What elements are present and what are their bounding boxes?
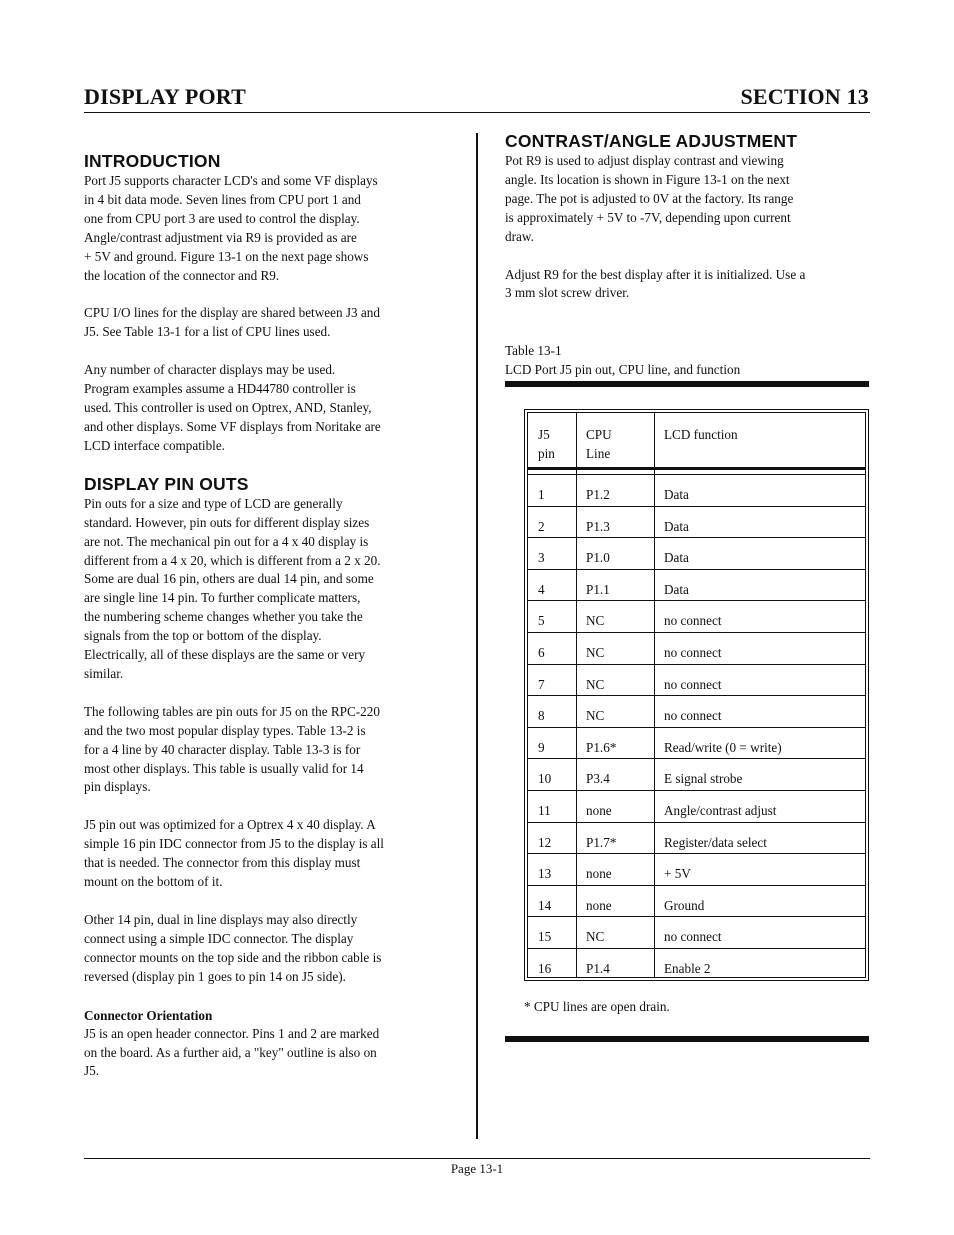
table-row-divider: [528, 474, 865, 475]
header-rule: [84, 112, 870, 113]
footer-rule: [84, 1158, 870, 1159]
page-number: Page 13-1: [450, 1161, 504, 1176]
table-cell: P1.3: [586, 518, 610, 534]
table-cell: 1: [538, 487, 545, 502]
section-label: SECTION 13: [740, 84, 869, 109]
table-cell: P1.0: [586, 550, 610, 566]
table-top-bar: [505, 381, 869, 387]
table-cell: NC: [586, 708, 605, 724]
table-cell: NC: [586, 929, 605, 945]
table-row-divider: [528, 506, 865, 507]
table-cell: none: [586, 897, 612, 913]
left-column: [84, 150, 452, 1081]
table-row-divider: [528, 916, 865, 917]
column-divider: [476, 133, 478, 1139]
table-cell: P1.7*: [586, 834, 617, 850]
table-cell: Register/data select: [664, 834, 767, 850]
table-cell: Ground: [664, 897, 705, 913]
table-row-divider: [528, 537, 865, 538]
table-cell: 13: [538, 866, 552, 882]
table-cell: 15: [538, 929, 552, 945]
table-cell: Data: [664, 487, 689, 502]
table-header-cell: J5 pin: [538, 427, 555, 461]
table-cell: 11: [538, 803, 551, 818]
table-cell: no connect: [664, 645, 722, 660]
table-cell: Angle/contrast adjust: [664, 803, 777, 818]
table-row-divider: [528, 569, 865, 570]
table-row-divider: [528, 467, 865, 470]
contrast-paragraph-1: Pot R9 is used to adjust display contrast and viewing angle. Its location is shown in Figure 13-1 on the next page. The pot is adjusted to 0V at the factory. Its range is approximately + 5V to -7V, depending upon current draw.: [505, 153, 794, 244]
table-row-divider: [528, 948, 865, 949]
table-header-cell: LCD function: [664, 427, 738, 442]
table-row-divider: [528, 790, 865, 791]
connector-orientation-subheading: Connector Orientation: [84, 1007, 213, 1023]
introduction-heading: INTRODUCTION: [84, 151, 221, 171]
table-cell: P3.4: [586, 771, 610, 787]
right-column: [505, 130, 871, 387]
table-cell: 9: [538, 739, 545, 755]
table-cell: Data: [664, 550, 689, 566]
table-row-divider: [528, 632, 865, 633]
table-row-divider: [528, 885, 865, 886]
right-column-bottom-bar: [505, 1036, 869, 1042]
table-note: * CPU lines are open drain.: [524, 999, 670, 1014]
table-cell: P1.1: [586, 581, 610, 597]
table-cell: none: [586, 803, 612, 818]
table-header-cell: CPU Line: [586, 427, 612, 461]
table-cell: P1.4: [586, 961, 610, 976]
table-cell: 12: [538, 834, 552, 850]
table-cell: + 5V: [664, 866, 691, 882]
contrast-heading: CONTRAST/ANGLE ADJUSTMENT: [505, 131, 798, 151]
table-cell: NC: [586, 676, 605, 692]
table-cell: E signal strobe: [664, 771, 743, 787]
table-caption: Table 13-1 LCD Port J5 pin out, CPU line, and function: [505, 343, 741, 378]
table-cell: 10: [538, 771, 552, 787]
pin-outs-paragraph-4: Other 14 pin, dual in line displays may also directly connect using a simple IDC connector. The display connector mounts on the top side and the ribbon cable is reversed (display pin 1 goes to pin 14 on J5 side).: [84, 912, 382, 984]
table-cell: no connect: [664, 929, 722, 945]
pin-outs-paragraph-3: J5 pin out was optimized for a Optrex 4 x 40 display. A simple 16 pin IDC connector from J5 to the display is all that is needed. The connector from this display must mount on the bottom of it.: [84, 817, 384, 890]
table-cell: 2: [538, 518, 545, 534]
table-cell: 16: [538, 961, 552, 976]
page-title: DISPLAY PORT: [84, 84, 246, 109]
table-cell: NC: [586, 613, 605, 629]
table-row-divider: [528, 853, 865, 854]
table-cell: Read/write (0 = write): [664, 739, 782, 755]
table-cell: Enable 2: [664, 961, 711, 976]
table-cell: Data: [664, 518, 689, 534]
pin-table: [524, 409, 869, 981]
table-row-divider: [528, 600, 865, 601]
table-cell: no connect: [664, 613, 722, 629]
pin-outs-paragraph-2: The following tables are pin outs for J5 on the RPC-220 and the two most popular display types. Table 13-2 is for a 4 line by 40 character display. Table 13-3 is for most other displays. This table is usually valid for 14 pin displays.: [84, 703, 380, 795]
pin-table-inner: [527, 412, 866, 978]
introduction-paragraph-3: Any number of character displays may be used. Program examples assume a HD44780 controller is used. This controller is used on Optrex, AND, Stanley, and other displays. Some VF displays from Noritake are LCD interface compatible.: [84, 362, 381, 453]
table-cell: 6: [538, 645, 545, 660]
table-row-divider: [528, 695, 865, 696]
table-row-divider: [528, 822, 865, 823]
table-cell: no connect: [664, 676, 722, 692]
table-cell: Data: [664, 581, 689, 597]
table-cell: 5: [538, 613, 545, 629]
table-cell: P1.2: [586, 487, 610, 502]
introduction-paragraph-2: CPU I/O lines for the display are shared between J3 and J5. See Table 13-1 for a list of CPU lines used.: [84, 305, 380, 340]
table-cell: 7: [538, 676, 545, 692]
table-cell: 14: [538, 897, 552, 913]
table-cell: none: [586, 866, 612, 882]
table-cell: 3: [538, 550, 545, 566]
connector-orientation-paragraph: J5 is an open header connector. Pins 1 and 2 are marked on the board. As a further aid, a "key" outline is also on J5.: [84, 1025, 380, 1079]
contrast-paragraph-2: Adjust R9 for the best display after it is initialized. Use a 3 mm slot screw driver.: [505, 266, 806, 301]
table-row-divider: [528, 664, 865, 665]
display-pin-outs-heading: DISPLAY PIN OUTS: [84, 473, 249, 494]
pin-outs-paragraph-1: Pin outs for a size and type of LCD are generally standard. However, pin outs for different display sizes are not. The mechanical pin out for a 4 x 40 display is different from a 4 x 20, which is different from a 2 x 20. Some are dual 16 pin, others are dual 14 pin, and some are single line 14 pin. To further complicate matters, the numbering scheme changes whether you take the signals from the top or bottom of the display. Electrically, all of these displays are the same or very similar.: [84, 495, 381, 681]
introduction-paragraph-1: Port J5 supports character LCD's and some VF displays in 4 bit data mode. Seven lines from CPU port 1 and one from CPU port 3 are used to control the display. Angle/contrast adjustment via R9 is provided as are + 5V and ground. Figure 13-1 on the next page shows the location of the connector and R9.: [84, 173, 378, 283]
table-cell: no connect: [664, 708, 722, 724]
table-row-divider: [528, 758, 865, 759]
table-cell: 8: [538, 708, 545, 724]
table-cell: 4: [538, 581, 545, 597]
table-row-divider: [528, 727, 865, 728]
table-cell: NC: [586, 645, 605, 660]
table-cell: P1.6*: [586, 739, 617, 755]
